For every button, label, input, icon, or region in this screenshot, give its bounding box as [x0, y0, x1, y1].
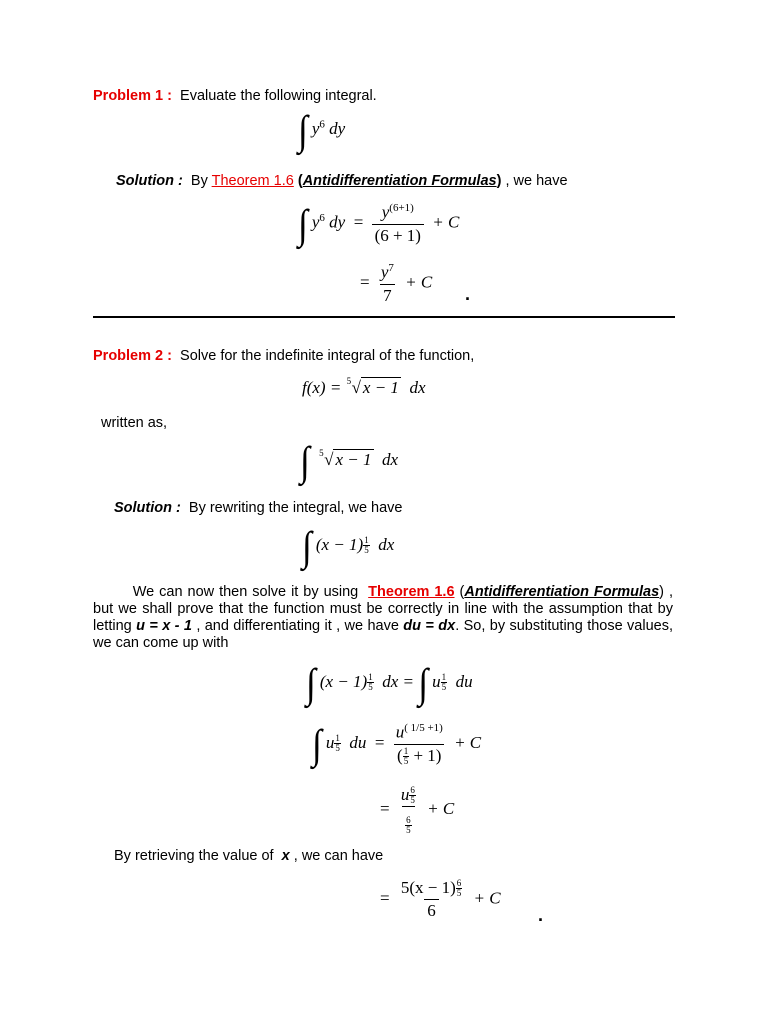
end-dot: .	[538, 905, 544, 925]
problem-1-text: Evaluate the following integral.	[180, 88, 377, 104]
fraction: u $\frac{6}{5}$ $\frac{6}{5}$	[400, 785, 415, 836]
formula-name: Antidifferentiation Formulas	[464, 584, 660, 600]
fraction: $u^{( 1/5 +1)}$ ( $\frac{1}{5}$ + 1)	[395, 722, 443, 767]
problem-2-heading	[93, 348, 474, 364]
fraction: $\frac{y^{(6+1)}}{(6 + 1)}$	[372, 202, 424, 246]
problem-2-solution-line: Solution : By rewriting the integral, we have	[114, 500, 403, 516]
written-as-text: written as,	[101, 415, 168, 431]
theorem-link[interactable]: Theorem 1.6	[211, 173, 294, 189]
du-definition: du = dx	[403, 618, 456, 634]
integral-sign: ∫	[298, 107, 308, 153]
problem-2-integral: ∫ 5 √ x − 1 dx	[300, 438, 399, 484]
formula-name: Antidifferentiation Formulas	[302, 173, 497, 189]
end-dot: .	[465, 284, 471, 304]
retrieve-line: By retrieving the value of x , we can have	[114, 848, 384, 864]
problem-1-solution-line: Solution : By Theorem 1.6 (Antidifferentiation Formulas) , we have	[116, 173, 568, 189]
solution-label: Solution :	[114, 500, 181, 516]
fifth-root: 5 √ x − 1	[346, 376, 399, 397]
theorem-link[interactable]: Theorem 1.6	[368, 584, 455, 600]
problem-2-label: Problem 2 :	[93, 348, 172, 364]
problem-1-step-1: ∫ $y^6$ dy = $\frac{y^{(6+1)}}{(6 + 1)}$ + C	[298, 200, 460, 247]
problem-1-label: Problem 1 :	[93, 88, 172, 104]
rewritten-integral: ∫ (x − 1) $\frac{1}{5}$ dx	[302, 523, 395, 569]
substitution-step-1: ∫ (x − 1) $\frac{1}{5}$ dx = ∫ u $\frac{1}{5}$ du	[306, 660, 473, 706]
problem-1-integral: ∫ $y^6$ dy	[298, 107, 346, 153]
problem-1-step-2: = $\frac{y^7}{7}$ + C	[360, 262, 433, 305]
fifth-root: 5 √ x − 1	[319, 447, 372, 469]
substitution-step-2: ∫ u $\frac{1}{5}$ du = $u^{( 1/5 +1)}$ ( $\frac{1}{5}$ + 1) + C	[312, 721, 482, 768]
fraction: 5(x − 1) $\frac{6}{5}$ 6	[400, 878, 462, 921]
solution-label: Solution :	[116, 173, 183, 189]
problem-2-text: Solve for the indefinite integral of the function,	[180, 348, 475, 364]
explanation-paragraph: We can now then solve it by using Theorem 1.6 (Antidifferentiation Formulas) , but we shall prove that the function must be correctly in line with the assumption that by letting u = x - 1 , and differentiating it , we have du = dx. So, by substituting those values, we can come up with	[93, 584, 674, 651]
u-definition: u = x - 1	[136, 618, 192, 634]
problem-1-heading	[93, 88, 377, 104]
fraction: $\frac{y^7}{7}$	[380, 262, 394, 305]
exponent-fraction: $\frac{1}{5}$	[364, 535, 369, 556]
function-definition: f(x) = 5 √ x − 1 dx	[302, 376, 426, 397]
section-divider	[93, 316, 675, 318]
substitution-step-3: = u $\frac{6}{5}$ $\frac{6}{5}$ + C	[380, 785, 455, 836]
final-answer: = 5(x − 1) $\frac{6}{5}$ 6 + C	[380, 878, 501, 921]
